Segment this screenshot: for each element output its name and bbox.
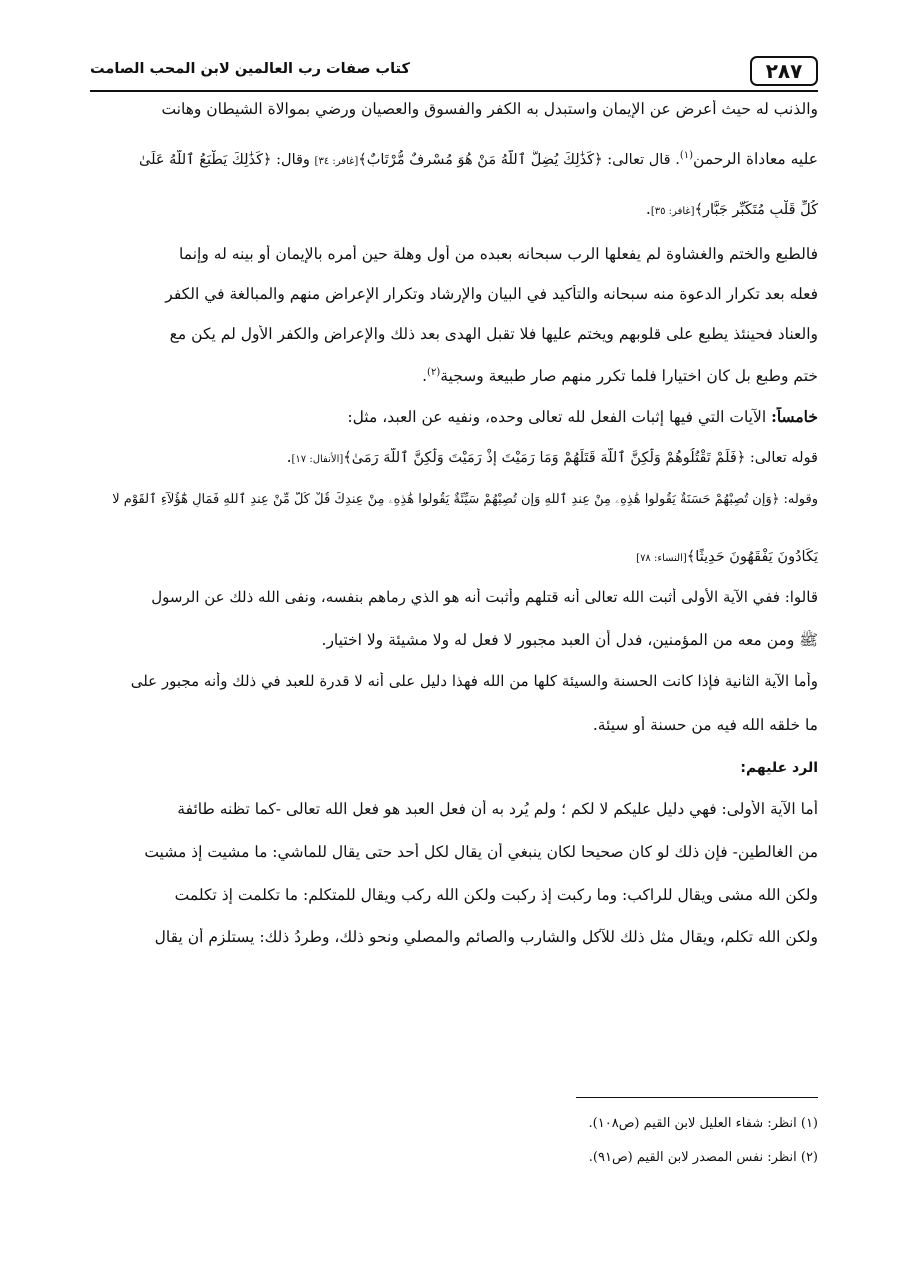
running-title: كتاب صفات رب العالمين لابن المحب الصامت xyxy=(90,61,410,77)
paragraph-line: فعله بعد تكرار الدعوة منه سبحانه والتأكيد في البيان والإرشاد وتكرار الإعراض منهم والمبالغة في الكفر xyxy=(165,285,818,303)
text-run: . xyxy=(422,367,428,386)
quran-verse: يَكَادُونَ يَفْقَهُونَ حَدِيثًا﴾ xyxy=(686,549,818,565)
page-number: ٢٨٧ xyxy=(750,56,818,86)
paragraph-line: ولكن الله مشى ويقال للراكب: وما ركبت إذ ركبت ولكن الله ركب ويقال للمتكلم: ما تكلمت إذ تكلمت xyxy=(174,886,818,904)
paragraph-line xyxy=(90,367,818,385)
paragraph-line: أما الآية الأولى: فهي دليل عليكم لا لكم ؛ ولم يُرد به أن فعل العبد هو فعل الله تعالى -كما تظنه طائفة xyxy=(177,800,818,818)
text-run: . xyxy=(645,200,651,218)
verse-reference: [النساء: ٧٨] xyxy=(636,553,687,564)
verse-reference: [الأنفال: ١٧] xyxy=(291,454,344,465)
section-heading-line xyxy=(90,407,818,426)
paragraph-line: ما خلقه الله فيه من حسنة أو سيئة. xyxy=(592,716,818,734)
footnote-marker: (٢) xyxy=(427,367,441,378)
footnote-1: (١) انظر: شفاء العليل لابن القيم (ص١٠٨). xyxy=(588,1116,818,1131)
paragraph-line xyxy=(90,200,818,218)
paragraph-line xyxy=(90,448,818,466)
quran-verse: قوله تعالى: ﴿فَلَمْ تَقْتُلُوهُمْ وَلَٰكِنَّ ٱللَّهَ قَتَلَهُمْ وَمَا رَمَيْتَ إِذْ رَمَيْتَ وَلَٰكِنَّ ٱللَّهَ رَمَىٰ﴾ xyxy=(343,450,818,466)
paragraph-line: قالوا: ففي الآية الأولى أثبت الله تعالى أنه قتلهم وأثبت أنه هو الذي رماهم بنفسه، ونفى الله ذلك عن الرسول xyxy=(151,588,818,606)
paragraph-line: فالطبع والختم والغشاوة لم يفعلها الرب سبحانه بعبده من أول وهلة حين أمره بالإيمان أو بينه له وإنما xyxy=(179,245,818,263)
verse-reference: [غافر: ٣٥] xyxy=(650,206,695,217)
verse-reference: [غافر: ٣٤] xyxy=(314,156,359,168)
text-run: عليه معاداة الرحمن xyxy=(693,150,818,169)
footnote-marker: (١) xyxy=(679,150,694,161)
paragraph-line: والعناد فحينئذ يطبع على قلوبهم ويختم عليها فلا تقبل الهدى بعد ذلك والإعراض والكفر الأول لم يكن مع xyxy=(169,325,818,343)
section-label: خامساً: xyxy=(771,407,818,426)
paragraph-line xyxy=(90,547,818,565)
quran-verse-line: وقوله: ﴿وَإِن تُصِبْهُمْ حَسَنَةٌ يَقُولُواْ هَٰذِهِۦ مِنْ عِندِ ٱللَّهِ وَإِن تُصِبْهُمْ سَيِّئَةٌ يَقُولُواْ هَٰذِهِۦ مِنْ عِندِكَ قُلْ كُلٌّ مِّنْ عِندِ ٱللَّهِ فَمَالِ هَٰٓؤُلَآءِ ٱلْقَوْمِ لَا xyxy=(112,492,818,507)
footnote-2: (٢) انظر: نفس المصدر لابن القيم (ص٩١). xyxy=(588,1150,818,1165)
text-run: الآيات التي فيها إثبات الفعل لله تعالى وحده، ونفيه عن العبد، مثل: xyxy=(347,408,772,426)
paragraph-line: وأما الآية الثانية فإذا كانت الحسنة والسيئة كلها من الله فهذا دليل على أنه لا قدرة للعبد في ذلك وأنه مجبور على xyxy=(130,672,818,690)
rebuttal-heading: الرد عليهم: xyxy=(740,760,818,776)
paragraph-line: ولكن الله تكلم، ويقال مثل ذلك للآكل والشارب والصائم والمصلي ونحو ذلك، وطردُ ذلك: يستلزم أن يقال xyxy=(154,928,818,946)
paragraph-line: من الغالطين- فإن ذلك لو كان صحيحا لكان ينبغي أن يقال لكل أحد حتى يقال للماشي: ما مشيت إذ مشيت xyxy=(144,843,818,861)
paragraph-line xyxy=(90,150,818,168)
footnote-separator xyxy=(576,1097,818,1098)
quran-verse: كُلِّ قَلْبِ مُتَكَبِّرٍ جَبَّارٍ﴾ xyxy=(694,202,818,218)
text-run: ختم وطبع بل كان اختيارا فلما تكرر منهم صار طبيعة وسجية xyxy=(440,367,818,386)
text-run: . xyxy=(286,448,292,466)
quran-verse: وقال: ﴿كَذَٰلِكَ يَطْبَعُ ٱللَّهُ عَلَىٰ xyxy=(139,152,315,169)
paragraph-line: والذنب له حيث أعرض عن الإيمان واستبدل به الكفر والفسوق والعصيان ورضي بموالاة الشيطان وهانت xyxy=(161,100,818,118)
page-header xyxy=(90,56,818,92)
paragraph-line: ﷺ ومن معه من المؤمنين، فدل أن العبد مجبور لا فعل له ولا مشيئة ولا اختيار. xyxy=(321,631,818,649)
quran-verse: . قال تعالى: ﴿كَذَٰلِكَ يُضِلُّ ٱللَّهُ مَنْ هُوَ مُسْرِفٌ مُّرْتَابٌ﴾ xyxy=(358,152,680,169)
